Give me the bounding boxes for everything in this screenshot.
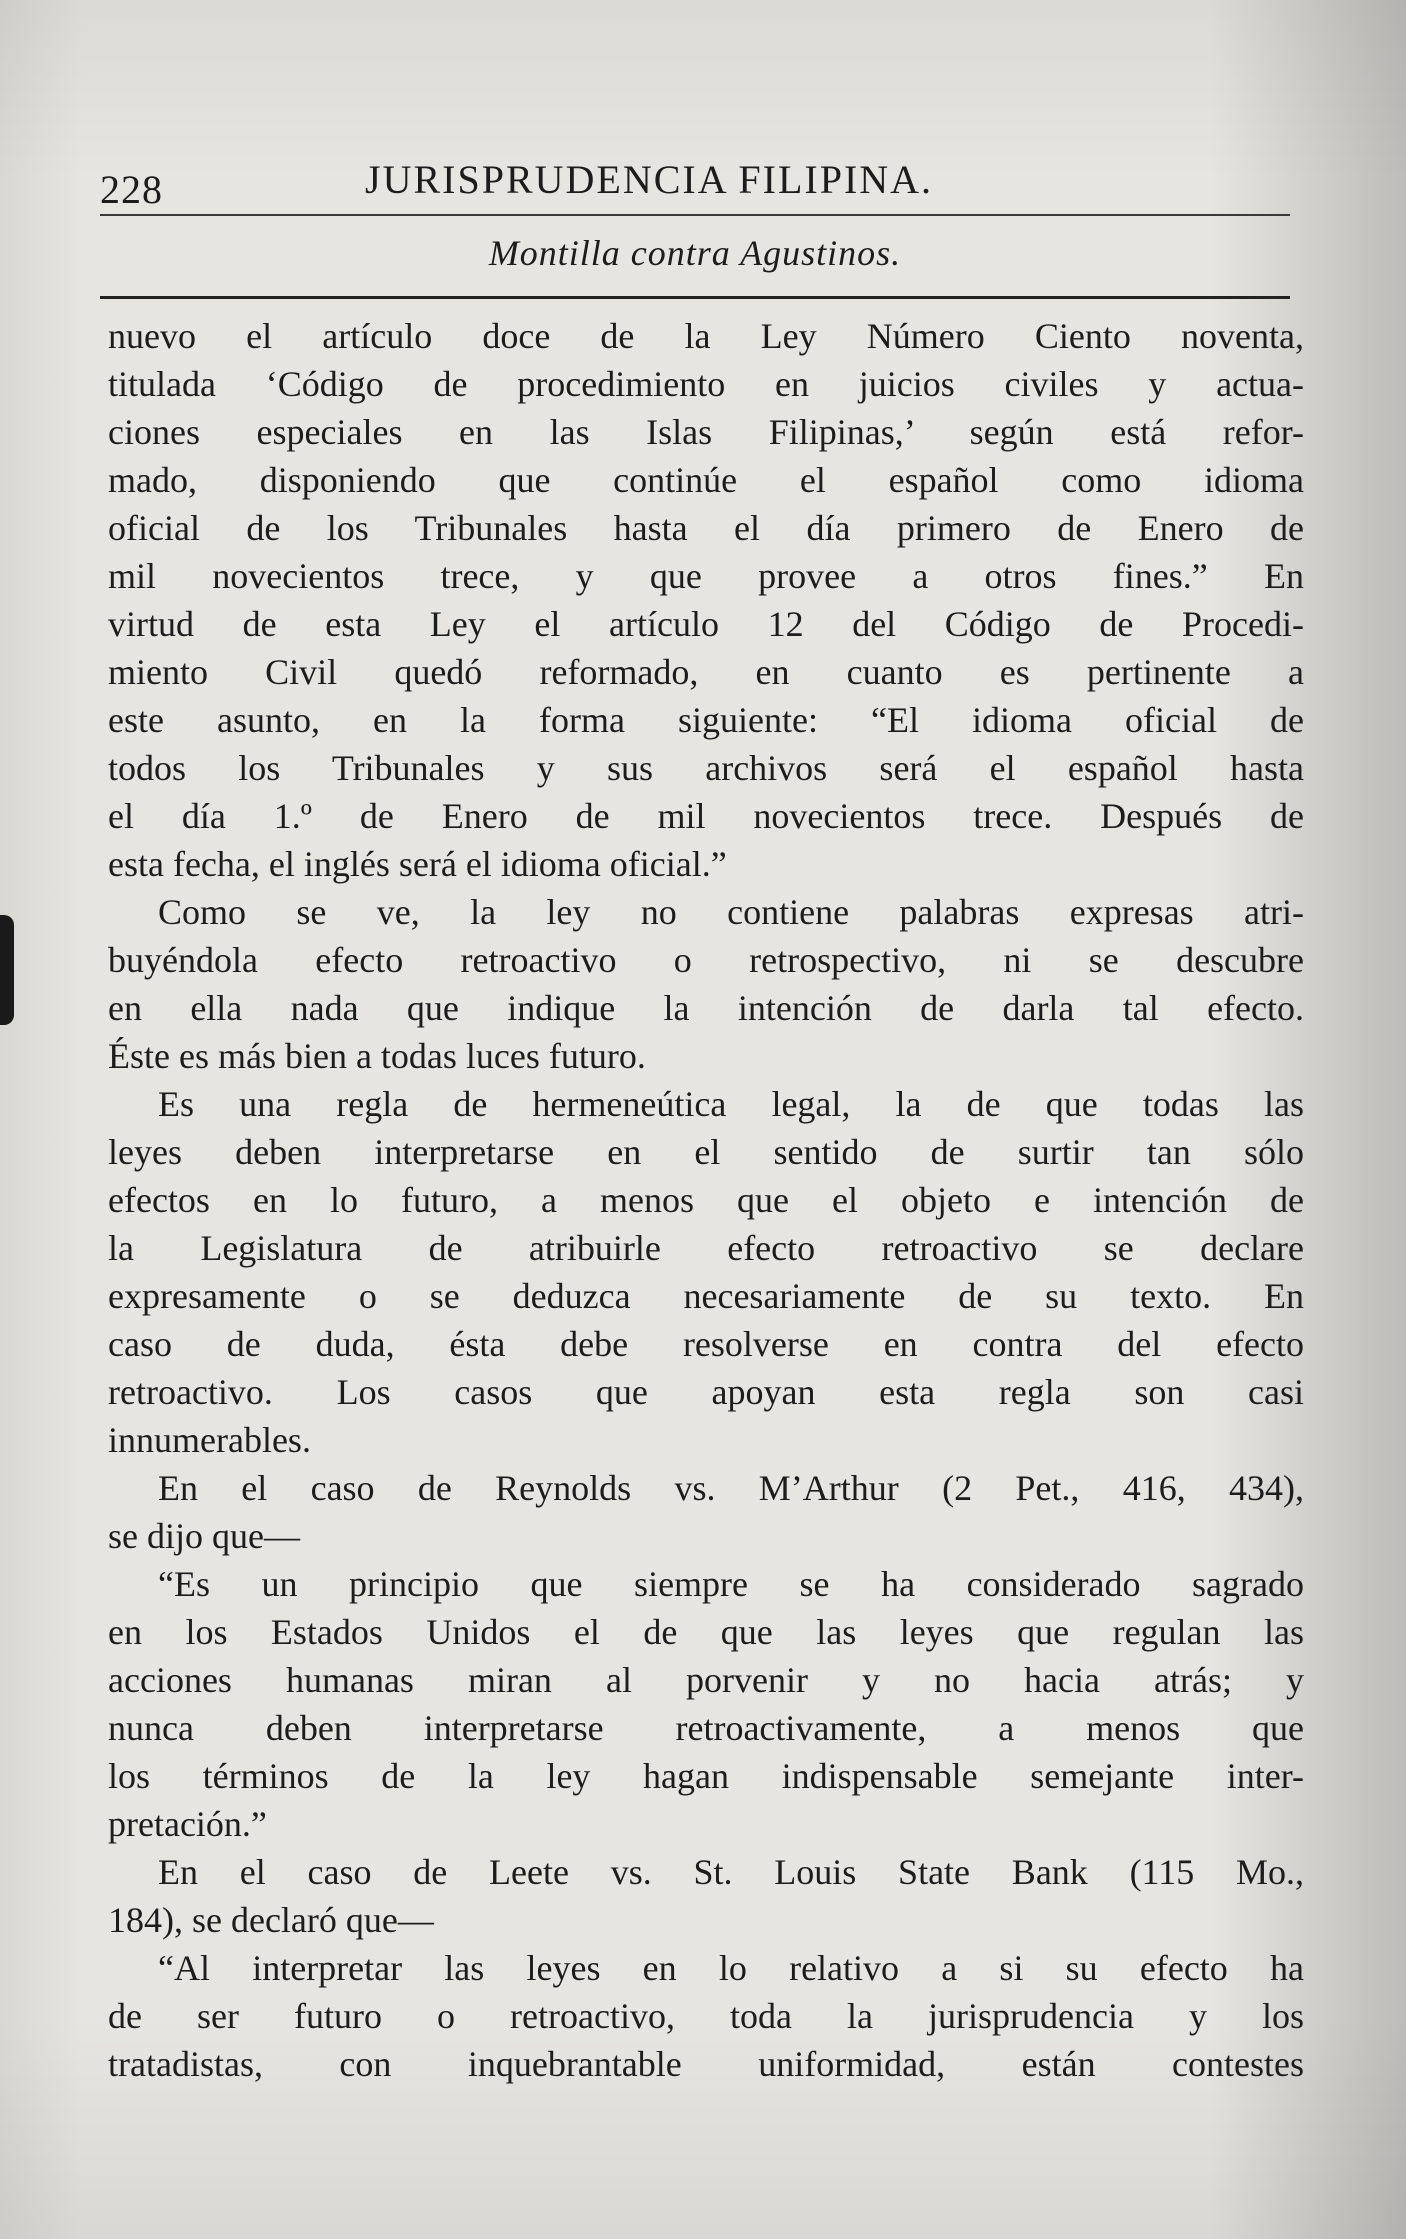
text-line: mado, disponiendo que continúe el español como idioma (108, 460, 1304, 500)
text-line: efectos en lo futuro, a menos que el objeto e intención de (108, 1180, 1304, 1220)
text-line: nunca deben interpretarse retroactivamente, a menos que (108, 1708, 1304, 1748)
text-line: “Es un principio que siempre se ha considerado sagrado (158, 1564, 1304, 1604)
case-title: Montilla contra Agustinos. (488, 233, 902, 273)
text-line: tratadistas, con inquebrantable uniformidad, están contestes (108, 2044, 1304, 2084)
text-line: retroactivo. Los casos que apoyan esta regla son casi (108, 1372, 1304, 1412)
text-line: innumerables. (108, 1420, 311, 1460)
header-rule (100, 214, 1290, 216)
page-number: 228 (100, 167, 163, 212)
text-line: Éste es más bien a todas luces futuro. (108, 1036, 646, 1076)
text-line: expresamente o se deduzca necesariamente de su texto. En (108, 1276, 1304, 1316)
text-line: todos los Tribunales y sus archivos será el español hasta (108, 748, 1304, 788)
text-line: en ella nada que indique la intención de darla tal efecto. (108, 988, 1304, 1028)
text-line: En el caso de Leete vs. St. Louis State Bank (115 Mo., (158, 1852, 1304, 1892)
text-line: el día 1.º de Enero de mil novecientos trece. Después de (108, 796, 1304, 836)
text-line: miento Civil quedó reformado, en cuanto es pertinente a (108, 652, 1304, 692)
text-line: se dijo que— (108, 1516, 300, 1556)
text-line: caso de duda, ésta debe resolverse en contra del efecto (108, 1324, 1304, 1364)
text-line: titulada ‘Código de procedimiento en juicios civiles y actua- (108, 364, 1304, 404)
text-line: En el caso de Reynolds vs. M’Arthur (2 Pet., 416, 434), (158, 1468, 1304, 1508)
text-line: en los Estados Unidos el de que las leyes que regulan las (108, 1612, 1304, 1652)
text-line: ciones especiales en las Islas Filipinas,’ según está refor- (108, 412, 1304, 452)
body-text (108, 312, 1304, 2088)
text-line: de ser futuro o retroactivo, toda la jurisprudencia y los (108, 1996, 1304, 2036)
text-line: los términos de la ley hagan indispensable semejante inter- (108, 1756, 1304, 1796)
text-line: este asunto, en la forma siguiente: “El idioma oficial de (108, 700, 1304, 740)
text-line: virtud de esta Ley el artículo 12 del Código de Procedi- (108, 604, 1304, 644)
text-line: “Al interpretar las leyes en lo relativo a si su efecto ha (158, 1948, 1304, 1988)
text-line: mil novecientos trece, y que provee a otros fines.” En (108, 556, 1304, 596)
text-line: acciones humanas miran al porvenir y no hacia atrás; y (108, 1660, 1304, 1700)
text-line: pretación.” (108, 1804, 267, 1844)
binding-shadow (0, 915, 14, 1025)
text-line: leyes deben interpretarse en el sentido de surtir tan sólo (108, 1132, 1304, 1172)
text-line: Como se ve, la ley no contiene palabras expresas atri- (158, 892, 1304, 932)
text-line: 184), se declaró que— (108, 1900, 434, 1940)
text-line: Es una regla de hermeneútica legal, la de que todas las (158, 1084, 1304, 1124)
text-line: oficial de los Tribunales hasta el día primero de Enero de (108, 508, 1304, 548)
header-rule-bottom (100, 296, 1290, 299)
text-line: la Legislatura de atribuirle efecto retroactivo se declare (108, 1228, 1304, 1268)
text-line: nuevo el artículo doce de la Ley Número Ciento noventa, (108, 316, 1304, 356)
page-header (100, 150, 1290, 220)
text-line: esta fecha, el inglés será el idioma oficial.” (108, 844, 727, 884)
running-title: JURISPRUDENCIA FILIPINA. (365, 157, 934, 202)
text-line: buyéndola efecto retroactivo o retrospectivo, ni se descubre (108, 940, 1304, 980)
